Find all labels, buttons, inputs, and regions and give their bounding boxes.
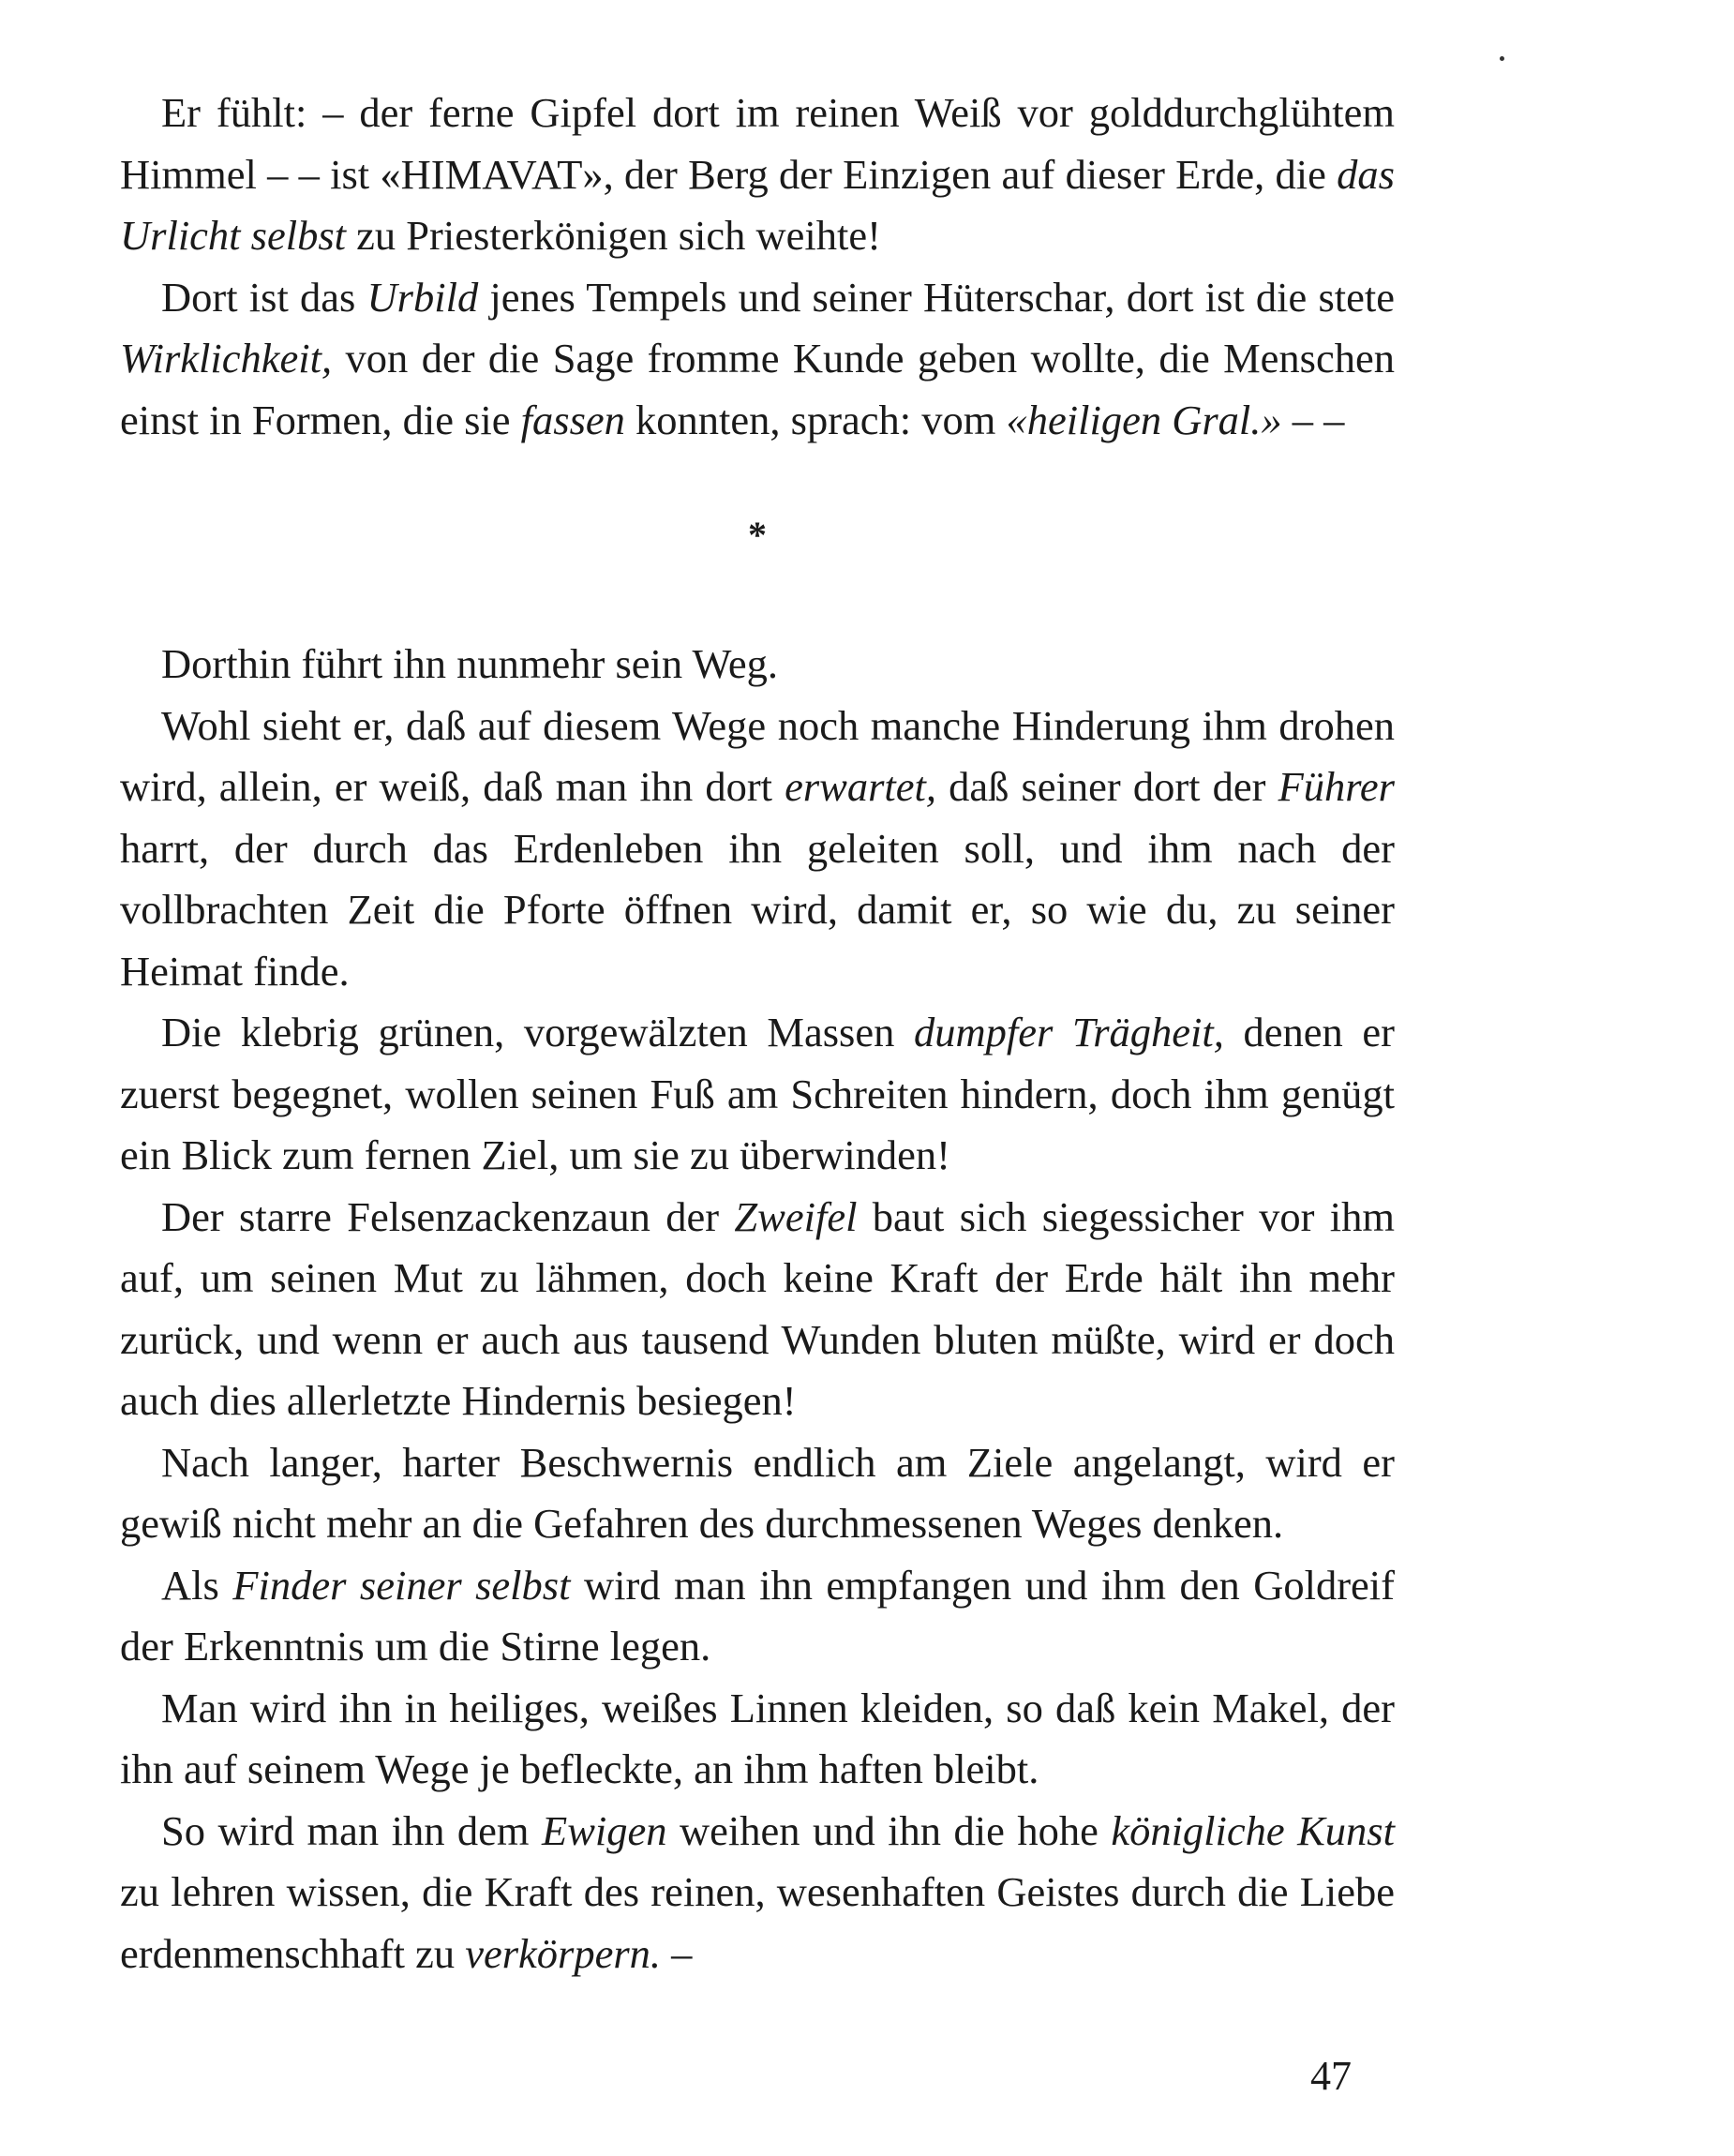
emphasis-text: das Urlicht selbst xyxy=(120,150,1395,259)
paragraph xyxy=(120,1555,1395,1678)
emphasis-text: Urbild xyxy=(366,273,479,321)
emphasis-text: Führer xyxy=(1278,763,1395,810)
page-number: 47 xyxy=(1310,2053,1352,2099)
print-speck xyxy=(1500,56,1504,61)
paragraph xyxy=(120,1432,1395,1555)
paragraph xyxy=(120,82,1395,267)
paragraph xyxy=(120,267,1395,452)
asterisk-separator: * xyxy=(748,514,767,556)
body-text: wird man ihn empfangen und ihm den Goldreif der Erkenntnis um die Stirne legen. xyxy=(120,1561,1395,1669)
body-text: So wird man ihn dem xyxy=(161,1806,543,1854)
paragraph xyxy=(120,1187,1395,1432)
paragraph xyxy=(120,634,1395,696)
body-text: jenes Tempels und seiner Hüterschar, dort ist die stete xyxy=(478,273,1395,321)
body-text: Dort ist das xyxy=(161,273,367,321)
emphasis-text: Zweifel xyxy=(734,1192,858,1240)
paragraph xyxy=(120,696,1395,1003)
emphasis-text: verkörpern. xyxy=(465,1929,662,1977)
body-text: Man wird ihn in heiliges, weißes Linnen kleiden, so daß kein Makel, der ihn auf seinem Wege je befleckte, an ihm haften bleibt. xyxy=(120,1684,1395,1792)
body-text: daß seiner dort der xyxy=(936,763,1278,810)
body-text: – – xyxy=(1281,396,1345,443)
body-text: denen er zuerst begegnet, wollen seinen Fuß am Schreiten hindern, doch ihm genügt ein Blick zum fernen Ziel, um sie zu überwinden! xyxy=(120,1009,1395,1178)
page-body xyxy=(120,82,1395,1984)
body-text: baut sich siegessicher vor ihm auf, um seinen Mut zu lähmen, doch keine Kraft der Erde hält ihn mehr zurück, und wenn er auch aus tausend Wunden bluten müßte, wird er doch auch dies allerletzte Hindernis besiegen! xyxy=(120,1192,1395,1424)
body-text: Nach langer, harter Beschwernis endlich am Ziele angelangt, wird er gewiß nicht mehr an die Gefahren des durchmessenen Weges denken. xyxy=(120,1438,1395,1547)
body-text: harrt, der durch das Erdenleben ihn geleiten soll, und ihm nach der vollbrachten Zeit die Pforte öffnen wird, damit er, so wie du, zu seiner Heimat finde. xyxy=(120,824,1395,995)
emphasis-text: Finder seiner selbst xyxy=(232,1561,571,1609)
body-text: Als xyxy=(161,1561,233,1609)
body-text: Die klebrig grünen, vorgewälzten Massen xyxy=(161,1009,914,1056)
body-text: Dorthin führt ihn nunmehr sein Weg. xyxy=(161,640,779,687)
body-text: konnten, sprach: vom xyxy=(624,396,1007,443)
emphasis-text: Wirklichkeit, xyxy=(120,335,333,382)
paragraph xyxy=(120,1002,1395,1187)
emphasis-text: Ewigen xyxy=(542,1806,667,1854)
emphasis-text: fassen xyxy=(520,396,625,443)
paragraph xyxy=(120,1801,1395,1985)
body-text: Der starre Felsenzackenzaun der xyxy=(161,1192,735,1240)
emphasis-text: «heiligen Gral.» xyxy=(1006,396,1282,443)
body-text: Wohl sieht er, daß auf diesem Wege noch manche Hinderung ihm drohen wird, allein, er weiß, daß man ihn dort xyxy=(120,701,1395,810)
body-text: zu lehren wissen, die Kraft des reinen, wesenhaften Geistes durch die Liebe erdenmenschhaft zu xyxy=(120,1868,1395,1977)
body-text: zu Priesterkönigen sich weihte! xyxy=(346,212,881,259)
emphasis-text: königliche Kunst xyxy=(1111,1806,1395,1854)
body-text: Er fühlt: – der ferne Gipfel dort im reinen Weiß vor golddurchglühtem Himmel – – ist «HIMAVAT», der Berg der Einzigen auf dieser Erde, die xyxy=(120,89,1395,198)
paragraph xyxy=(120,1678,1395,1801)
body-text: von der die Sage fromme Kunde geben wollte, die Menschen einst in Formen, die sie xyxy=(120,335,1395,443)
body-text: weihen und ihn die hohe xyxy=(666,1806,1112,1854)
emphasis-text: erwartet, xyxy=(785,763,937,810)
section-ornament xyxy=(120,451,1395,634)
emphasis-text: dumpfer Trägheit, xyxy=(913,1009,1224,1056)
body-text: – xyxy=(661,1929,693,1977)
